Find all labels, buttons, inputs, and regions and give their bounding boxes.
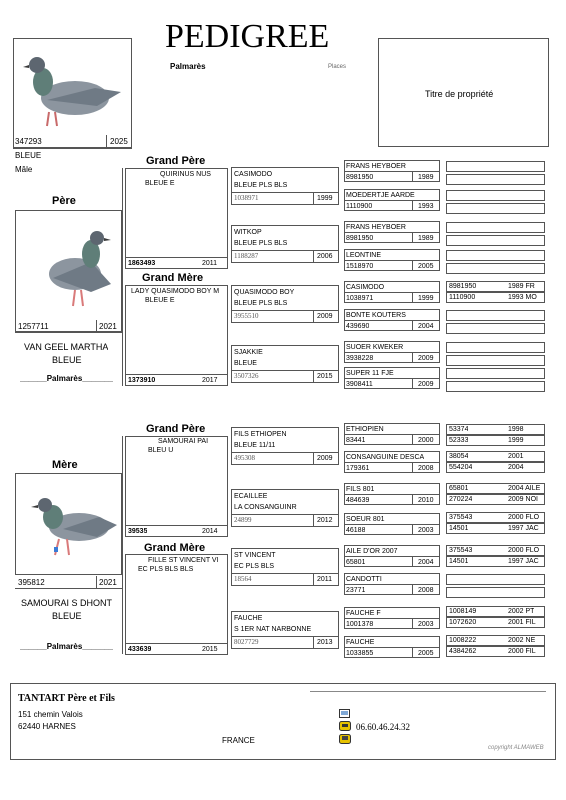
subject-pigeon-photo	[17, 42, 128, 137]
mere-ggm3-ring: 23771	[346, 587, 366, 594]
palmares-label: Palmarès	[170, 62, 206, 71]
mere-g5-year-8: 1997 JAC	[508, 525, 539, 532]
mere-ggf4-name: FAUCHE F	[346, 610, 381, 617]
pere-gp-father-name: CASIMODO	[234, 171, 273, 178]
pere-gm-father-name: QUASIMODO BOY	[234, 289, 295, 296]
pere-ggf1-ring: 8981950	[346, 174, 374, 181]
pere-ggm1-name: MOEDERTJE AARDE	[346, 192, 415, 199]
mere-ggf4-year: 2003	[418, 621, 434, 628]
mere-gp-ring: 39535	[128, 528, 148, 535]
mere-gp-mother-color: LA CONSANGUINR	[234, 504, 297, 511]
mere-g5-slot-11	[446, 574, 545, 585]
pere-g5-year-9: 1989 FR	[508, 283, 535, 290]
pere-g5-slot-3	[446, 190, 545, 201]
pere-g5-slot-1	[446, 161, 545, 172]
pere-gm-father-year: 2009	[317, 313, 333, 320]
pere-gm-ring: 1373910	[128, 377, 156, 384]
mere-g5-ring-9: 375543	[449, 547, 473, 554]
mere-ggm2-name: SOEUR 801	[346, 516, 385, 523]
mere-gm-name: FILLE ST VINCENT VI	[148, 557, 219, 564]
pere-gp-ring: 1863493	[128, 260, 156, 267]
subject-year: 2025	[110, 137, 128, 146]
mere-gm-heading: Grand Mère	[144, 542, 206, 554]
pere-gp-father-color: BLEUE PLS BLS	[234, 182, 288, 189]
mere-gm-ring: 433639	[128, 646, 152, 653]
mere-g5-year-5: 2004 AILE	[508, 485, 541, 492]
pere-ggm2-ring: 1518970	[346, 263, 374, 270]
mere-gp-mother-ring: 24899	[234, 516, 252, 524]
pere-ggm3-ring: 439690	[346, 323, 370, 330]
mere-gm-mother-name: FAUCHE	[234, 615, 263, 622]
pere-gm-mother-ring: 3507326	[234, 372, 259, 380]
pere-g5-slot-6	[446, 235, 545, 246]
owner-street: 151 chemin Valois	[18, 710, 83, 719]
pere-gm-box	[125, 285, 228, 386]
mere-gm-color: EC PLS BLS BLS	[138, 566, 194, 573]
mere-g5-year-14: 2001 FIL	[508, 619, 536, 626]
pere-year: 2021	[99, 322, 117, 331]
mere-g5-ring-8: 14501	[449, 525, 469, 532]
ownership-box	[378, 38, 549, 147]
pere-ggf2-name: FRANS HEYBOER	[346, 224, 406, 231]
copyright: copyright ALMAWEB	[488, 745, 544, 751]
mere-gp-name: SAMOURAI PAI	[158, 438, 209, 445]
pere-gm-mother-year: 2015	[317, 373, 333, 380]
mere-ggf4-ring: 1001378	[346, 621, 374, 628]
mere-ggf2-year: 2010	[418, 497, 434, 504]
mere-gp-father-name: FILS ETHIOPEN	[234, 431, 287, 438]
mere-pigeon-photo	[19, 477, 118, 571]
mere-gm-year: 2015	[202, 646, 218, 653]
pere-ggf1-name: FRANS HEYBOER	[346, 163, 406, 170]
mere-g5-year-9: 2000 FLO	[508, 547, 540, 554]
mere-g5-ring-13: 1008149	[449, 608, 477, 615]
pere-ggm4-year: 2009	[418, 381, 434, 388]
owner-phone: 06.60.46.24.32	[356, 722, 410, 732]
pere-palmares: ______Palmarès_______	[20, 374, 114, 383]
mere-ggm2-year: 2003	[418, 527, 434, 534]
mere-ggf2-ring: 484639	[346, 497, 370, 504]
mere-g5-year-3: 2001	[508, 453, 524, 460]
mere-ring: 395812	[18, 578, 45, 587]
owner-country: FRANCE	[222, 736, 255, 745]
pere-ggm1-year: 1993	[418, 203, 434, 210]
mere-gp-heading: Grand Père	[146, 423, 206, 435]
pere-photo-frame	[15, 210, 122, 332]
pere-ggf3-name: CASIMODO	[346, 284, 385, 291]
pere-heading: Père	[52, 195, 76, 207]
mere-ggf2-name: FILS 801	[346, 486, 375, 493]
mere-g5-year-6: 2009 NOI	[508, 496, 538, 503]
pere-gp-mother-color: BLEUE PLS BLS	[234, 240, 288, 247]
phone-icon	[339, 721, 351, 731]
mere-gp-father-year: 2009	[317, 455, 333, 462]
mere-ggm4-year: 2005	[418, 650, 434, 657]
mere-ggm2-ring: 46188	[346, 527, 366, 534]
pere-ggf2-year: 1989	[418, 235, 434, 242]
mere-g5-ring-4: 554204	[449, 464, 473, 471]
mere-g5-year-2: 1999	[508, 437, 524, 444]
pere-g5-slot-7	[446, 250, 545, 261]
pere-ggm2-year: 2005	[418, 263, 434, 270]
mere-ggm4-ring: 1033855	[346, 650, 374, 657]
mere-ggf1-ring: 83441	[346, 437, 366, 444]
places-label: Places	[328, 64, 347, 70]
pere-gm-heading: Grand Mère	[142, 272, 204, 284]
subject-ring: 347293	[15, 137, 42, 146]
pere-g5-slot-2	[446, 174, 545, 185]
pere-gm-name: LADY QUASIMODO BOY M	[131, 288, 220, 295]
mere-g5-year-15: 2002 NE	[508, 637, 536, 644]
mere-color: BLEUE	[52, 611, 82, 621]
pere-g5-slot-5	[446, 222, 545, 233]
mere-g5-ring-16: 4384262	[449, 648, 477, 655]
mere-ggf3-ring: 65801	[346, 559, 366, 566]
pere-gp-name: QUIRINUS NUS	[160, 171, 211, 178]
pere-g5-ring-10: 1110900	[449, 294, 476, 301]
mere-g5-ring-1: 53374	[449, 426, 469, 433]
mere-g5-ring-15: 1008222	[449, 637, 477, 644]
pere-ggm3-year: 2004	[418, 323, 434, 330]
pere-g5-slot-12	[446, 323, 545, 334]
mere-gp-father-ring: 495308	[234, 454, 255, 462]
pere-g5-slot-15	[446, 368, 545, 379]
mere-ggm1-year: 2008	[418, 465, 434, 472]
pere-gp-year: 2011	[202, 260, 218, 267]
pere-g5-ring-9: 8981950	[449, 283, 477, 290]
mere-ggm1-ring: 179361	[346, 465, 370, 472]
pere-gp-mother-name: WITKOP	[234, 229, 262, 236]
mere-palmares: ______Palmarès_______	[20, 642, 114, 651]
mere-ggm3-name: CANDOTTI	[346, 576, 382, 583]
email-icon	[339, 709, 350, 718]
mere-g5-ring-14: 1072620	[449, 619, 477, 626]
mere-ggm4-name: FAUCHE	[346, 639, 375, 646]
mere-gp-color: BLEU U	[148, 447, 174, 454]
mere-g5-year-10: 1997 JAC	[508, 558, 539, 565]
mere-g5-year-13: 2002 PT	[508, 608, 535, 615]
pere-gm-color: BLEUE E	[145, 297, 175, 304]
pere-gp-mother-ring: 1188287	[234, 252, 259, 260]
mere-ggf3-year: 2004	[418, 559, 434, 566]
pere-gm-father-ring: 3955510	[234, 312, 259, 320]
pere-gp-color: BLEUE E	[145, 180, 175, 187]
mere-g5-ring-5: 65801	[449, 485, 469, 492]
pere-gm-father-color: BLEUE PLS BLS	[234, 300, 288, 307]
mere-gp-mother-name: ECAILLEE	[234, 493, 268, 500]
mere-g5-ring-6: 270224	[449, 496, 473, 503]
mere-ggf1-year: 2000	[418, 437, 434, 444]
mere-gp-year: 2014	[202, 528, 218, 535]
mere-g5-year-1: 1998	[508, 426, 524, 433]
pere-gm-mother-color: BLEUE	[234, 360, 257, 367]
mere-g5-ring-3: 38054	[449, 453, 469, 460]
subject-photo-frame	[13, 38, 132, 148]
mere-ggm1-name: CONSANGUINE DESCA	[346, 454, 425, 461]
mere-gm-father-name: ST VINCENT	[234, 552, 276, 559]
mere-g5-slot-12	[446, 587, 545, 598]
pere-name: VAN GEEL MARTHA	[24, 342, 109, 352]
pere-ggf1-year: 1989	[418, 174, 434, 181]
pere-g5-year-10: 1993 MO	[508, 294, 537, 301]
mere-ggf3-name: AILE D'OR 2007	[346, 548, 398, 555]
pere-gm-year: 2017	[202, 377, 218, 384]
mere-gm-father-ring: 18564	[234, 575, 252, 583]
mere-gm-mother-year: 2013	[317, 639, 333, 646]
mere-g5-year-16: 2000 FIL	[508, 648, 536, 655]
pere-gp-father-year: 1999	[317, 195, 333, 202]
owner-name: TANTART Père et Fils	[18, 693, 115, 704]
pere-ggf4-year: 2009	[418, 355, 434, 362]
mere-name: SAMOURAI S DHONT	[21, 598, 113, 608]
pere-g5-slot-14	[446, 355, 545, 366]
mere-gm-father-year: 2011	[317, 576, 333, 583]
mere-gm-mother-ring: 8027729	[234, 638, 259, 646]
subject-color: BLEUE	[15, 151, 42, 160]
mere-gp-mother-year: 2012	[317, 517, 333, 524]
mere-gp-box	[125, 436, 228, 537]
pere-color: BLEUE	[52, 355, 82, 365]
pere-gp-mother-year: 2006	[317, 253, 333, 260]
owner-city: 62440 HARNES	[18, 722, 76, 731]
pere-gp-box	[125, 168, 228, 269]
mere-gm-father-color: EC PLS BLS	[234, 563, 275, 570]
pere-g5-slot-4	[446, 203, 545, 214]
pere-ggf4-name: SUOER KWEKER	[346, 344, 404, 351]
pere-g5-slot-16	[446, 381, 545, 392]
pere-gm-mother-name: SJAKKIE	[234, 349, 263, 356]
mere-ggf1-name: ETHIOPIEN	[346, 426, 384, 433]
pere-ggm2-name: LEONTINE	[346, 252, 382, 259]
mere-heading: Mère	[52, 459, 78, 471]
pere-ggf4-ring: 3938228	[346, 355, 374, 362]
pere-g5-slot-8	[446, 263, 545, 274]
pere-pigeon-photo	[19, 214, 118, 319]
pere-gp-father-ring: 1038971	[234, 194, 259, 202]
mere-ggm3-year: 2008	[418, 587, 434, 594]
mere-gp-father-color: BLEUE 11/11	[234, 442, 276, 449]
mere-gm-mother-color: S 1ER NAT NARBONNE	[234, 626, 312, 633]
pere-ggf3-ring: 1038971	[346, 295, 374, 302]
pere-ggm1-ring: 1110900	[346, 203, 373, 210]
pere-ggm3-name: BONTE KOUTERS	[346, 312, 406, 319]
pere-ggf2-ring: 8981950	[346, 235, 374, 242]
mere-g5-ring-10: 14501	[449, 558, 469, 565]
subject-sex: Mâle	[15, 165, 33, 174]
mere-g5-year-4: 2004	[508, 464, 524, 471]
mere-year: 2021	[99, 578, 117, 587]
pere-ggm4-name: SUPER 11 FJE	[346, 370, 394, 377]
pere-gp-heading: Grand Père	[146, 155, 206, 167]
pere-ring: 1257711	[18, 322, 49, 331]
pere-ggf3-year: 1999	[418, 295, 434, 302]
mere-g5-ring-2: 52333	[449, 437, 469, 444]
pere-g5-slot-11	[446, 310, 545, 321]
mere-photo-frame	[15, 473, 122, 575]
mobile-icon	[339, 734, 351, 744]
pere-g5-slot-13	[446, 342, 545, 353]
page-title: PEDIGREE	[165, 18, 330, 55]
mere-g5-year-7: 2000 FLO	[508, 514, 540, 521]
pere-ggm4-ring: 3908411	[346, 381, 373, 388]
ownership-title: Titre de propriété	[425, 89, 494, 99]
mere-g5-ring-7: 375543	[449, 514, 473, 521]
